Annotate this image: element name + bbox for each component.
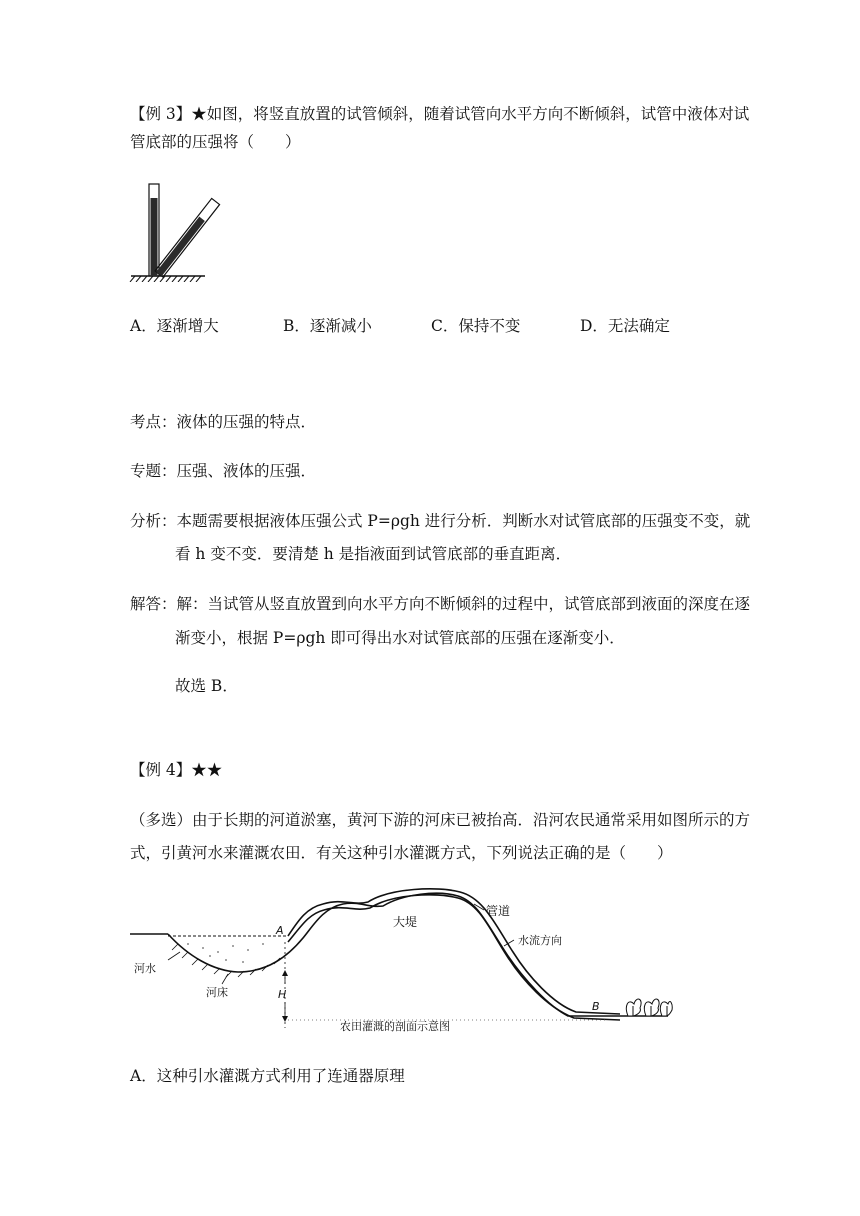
label-river-bed: 河床 xyxy=(206,986,228,999)
ex3-answer-line1: 解答：解：当试管从竖直放置到向水平方向不断倾斜的过程中，试管底部到液面的深度在逐 xyxy=(130,595,751,613)
label-embankment: 大堤 xyxy=(393,915,418,929)
ex4-stem-line2: 式，引黄河水来灌溉农田．有关这种引水灌溉方式，下列说法正确的是（ ） xyxy=(130,844,673,862)
label-height-h: H xyxy=(278,988,287,1001)
label-river-water: 河水 xyxy=(134,962,156,975)
figure-caption: 农田灌溉的剖面示意图 xyxy=(340,1020,450,1033)
ex3-zhuanti: 专题：压强、液体的压强． xyxy=(130,462,317,480)
ex3-option-b[interactable]: B．逐渐减小 xyxy=(283,317,372,335)
label-pipe: 管道 xyxy=(486,904,511,918)
ex3-option-c[interactable]: C．保持不变 xyxy=(431,317,521,335)
label-point-a: A xyxy=(276,924,284,937)
label-flow-direction: 水流方向 xyxy=(518,934,562,947)
ex3-question-line1: 【例 3】★如图，将竖直放置的试管倾斜，随着试管向水平方向不断倾斜，试管中液体对试 xyxy=(130,105,750,123)
ex3-option-a[interactable]: A．逐渐增大 xyxy=(130,317,219,335)
label-point-b: B xyxy=(592,1000,600,1013)
ex4-title: 【例 4】★★ xyxy=(130,761,223,779)
test-tube-figure xyxy=(125,182,225,282)
ex3-analysis-line1: 分析：本题需要根据液体压强公式 P=ρgh 进行分析．判断水对试管底部的压强变不变，就 xyxy=(130,512,751,530)
ex3-answer-line2: 渐变小，根据 P=ρgh 即可得出水对试管底部的压强在逐渐变小． xyxy=(175,629,625,647)
ex4-stem-line1: （多选）由于长期的河道淤塞，黄河下游的河床已被抬高．沿河农民通常采用如图所示的方 xyxy=(130,811,751,829)
ex3-option-d[interactable]: D．无法确定 xyxy=(580,317,670,335)
ex3-question-line2: 管底部的压强将（ ） xyxy=(130,133,301,151)
ex3-kaodian: 考点：液体的压强的特点． xyxy=(130,413,317,431)
irrigation-figure xyxy=(128,886,673,1036)
ex3-choice: 故选 B． xyxy=(175,677,238,695)
ex3-analysis-line2: 看 h 变不变．要清楚 h 是指液面到试管底部的垂直距离． xyxy=(175,545,572,563)
ex4-option-a[interactable]: A．这种引水灌溉方式利用了连通器原理 xyxy=(130,1067,405,1085)
